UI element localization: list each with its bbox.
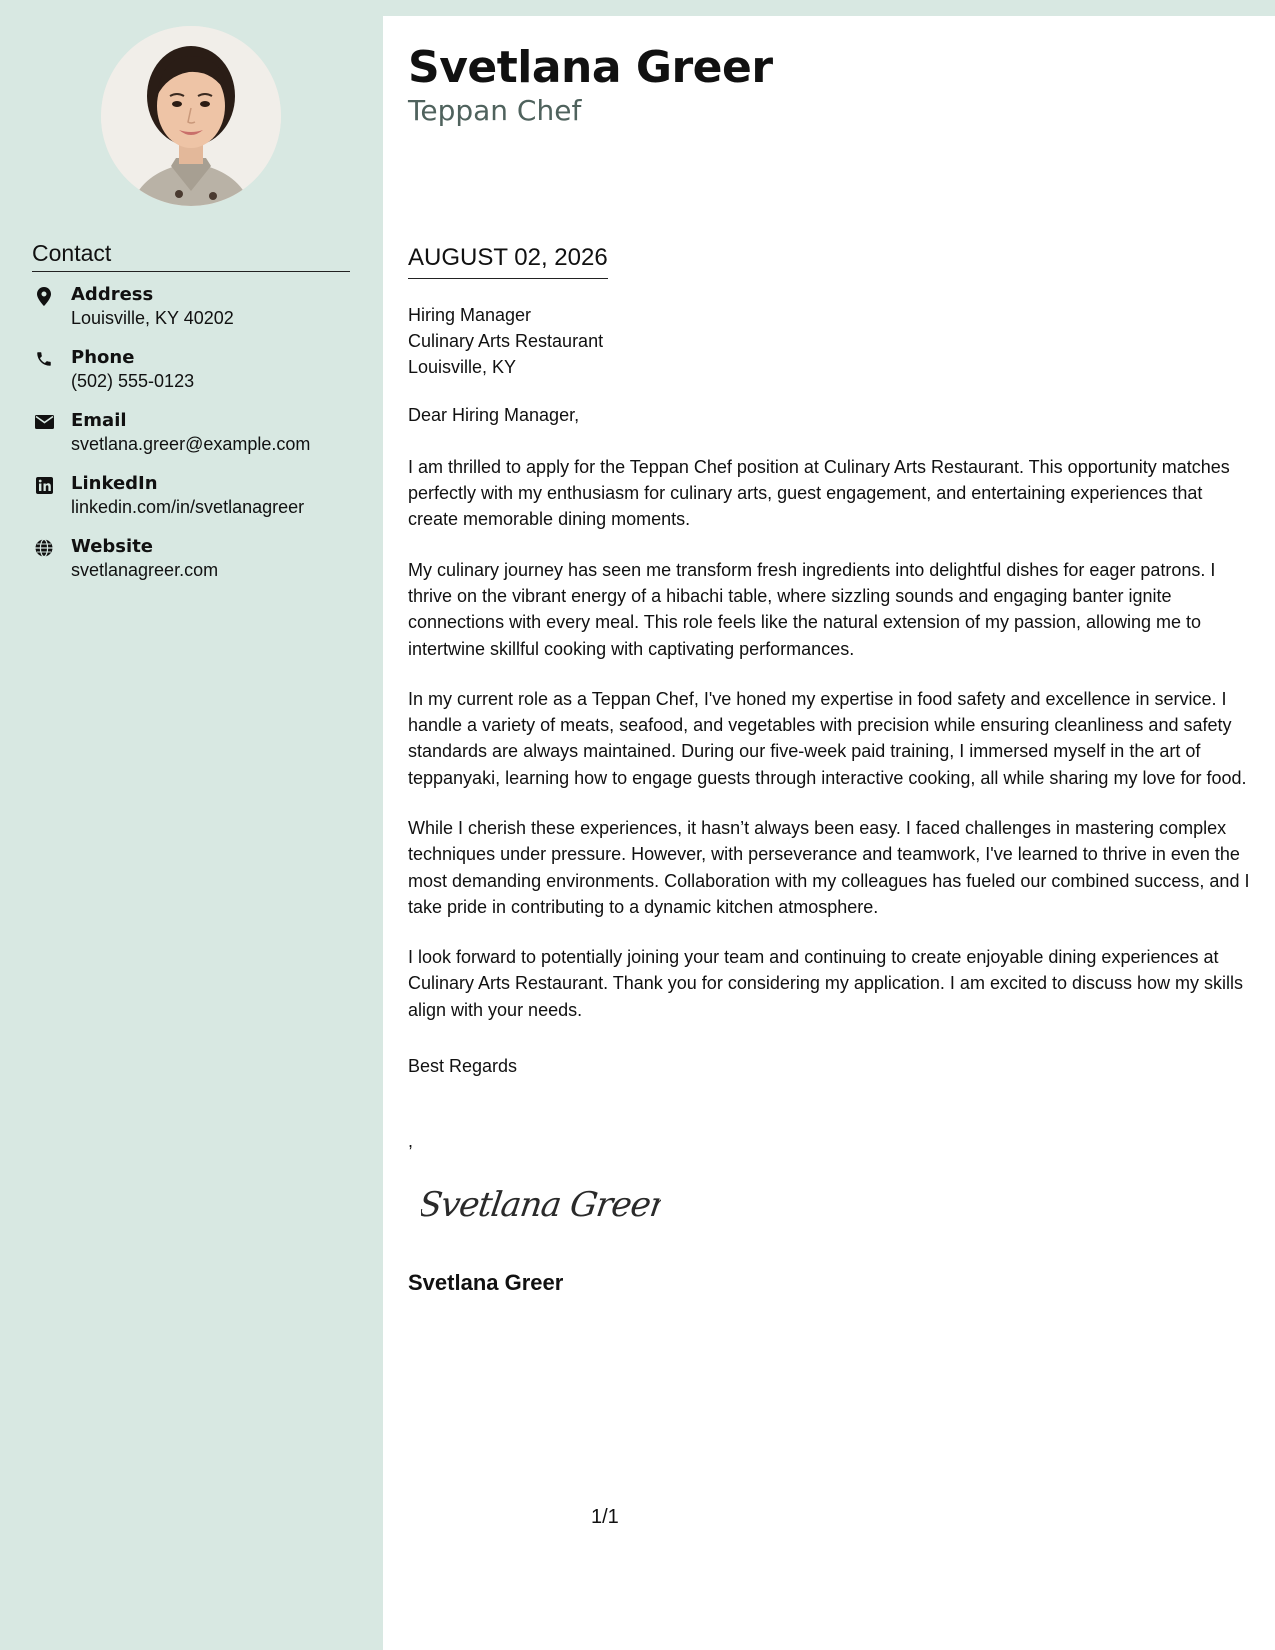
recipient-line: Hiring Manager xyxy=(408,305,532,325)
recipient-block xyxy=(408,302,603,380)
applicant-name: Svetlana Greer xyxy=(408,42,773,93)
globe-icon xyxy=(32,538,56,558)
body-paragraph: My culinary journey has seen me transform fresh ingredients into delightful dishes for eager patrons. I thrive on the vibrant energy of a hibachi table, where sizzling sounds and engaging banter ignite connections with every meal. This role feels like the natural extension of my passion, allowing me to intertwine skillful cooking with captivating performances. xyxy=(408,559,1216,659)
contact-heading: Contact xyxy=(32,240,350,272)
recipient-line: Louisville, KY xyxy=(408,357,517,377)
contact-value: linkedin.com/in/svetlanagreer xyxy=(71,497,305,517)
salutation: Dear Hiring Manager, xyxy=(408,405,580,425)
svg-text:Svetlana Greer: Svetlana Greer xyxy=(421,1185,661,1225)
contact-label: Website xyxy=(71,536,154,557)
job-title: Teppan Chef xyxy=(408,94,582,127)
sidebar xyxy=(0,0,383,1650)
contact-item-linkedin xyxy=(32,473,362,536)
contact-value: Louisville, KY 40202 xyxy=(71,308,234,328)
contact-item-address xyxy=(32,284,362,347)
body-paragraph: While I cherish these experiences, it hasn’t always been easy. I faced challenges in mastering complex techniques under pressure. However, with perseverance and teamwork, I've learned to thrive in even the most demanding environments. Collaboration with my colleagues has fueled our combined success, and I take pride in contributing to a dynamic kitchen atmosphere. xyxy=(408,818,1250,917)
body-paragraph: I am thrilled to apply for the Teppan Chef position at Culinary Arts Restaurant. This opportunity matches perfectly with my enthusiasm for culinary arts, guest engagement, and entertaining experiences that create memorable dining moments. xyxy=(408,457,1230,530)
handwritten-signature xyxy=(421,1176,661,1237)
letter-page xyxy=(383,16,1275,1650)
contact-label: Email xyxy=(71,410,127,431)
letter-date: AUGUST 02, 2026 xyxy=(408,244,608,279)
contact-item-phone xyxy=(32,347,362,410)
page-number: 1/1 xyxy=(591,1506,619,1528)
contact-label: LinkedIn xyxy=(71,473,158,494)
recipient-line: Culinary Arts Restaurant xyxy=(408,331,604,351)
signed-name: Svetlana Greer xyxy=(408,1270,564,1295)
closing: Best Regards xyxy=(408,1056,518,1076)
contact-value: (502) 555-0123 xyxy=(71,371,195,391)
contact-list xyxy=(32,284,362,599)
envelope-icon xyxy=(32,412,56,432)
contact-value: svetlanagreer.com xyxy=(71,560,219,580)
closing-comma: , xyxy=(408,1131,414,1151)
body-paragraph: In my current role as a Teppan Chef, I've honed my expertise in food safety and excellence in service. I handle a variety of meats, seafood, and vegetables with precision while ensuring cleanliness and safety standards are always maintained. During our five-week paid training, I immersed myself in the art of teppanyaki, learning how to engage guests through interactive cooking, all while sharing my love for food. xyxy=(408,689,1247,788)
phone-icon xyxy=(32,349,56,369)
linkedin-icon xyxy=(32,475,56,495)
map-pin-icon xyxy=(32,286,56,306)
letter-body xyxy=(408,454,1253,1047)
contact-label: Address xyxy=(71,284,154,305)
body-paragraph: I look forward to potentially joining your team and continuing to create enjoyable dining experiences at Culinary Arts Restaurant. Thank you for considering my application. I am excited to discuss how my skills align with your needs. xyxy=(408,947,1244,1020)
contact-label: Phone xyxy=(71,347,135,368)
contact-item-website xyxy=(32,536,362,599)
contact-item-email xyxy=(32,410,362,473)
contact-value: svetlana.greer@example.com xyxy=(71,434,311,454)
portrait-image xyxy=(101,26,281,206)
avatar xyxy=(101,26,281,206)
